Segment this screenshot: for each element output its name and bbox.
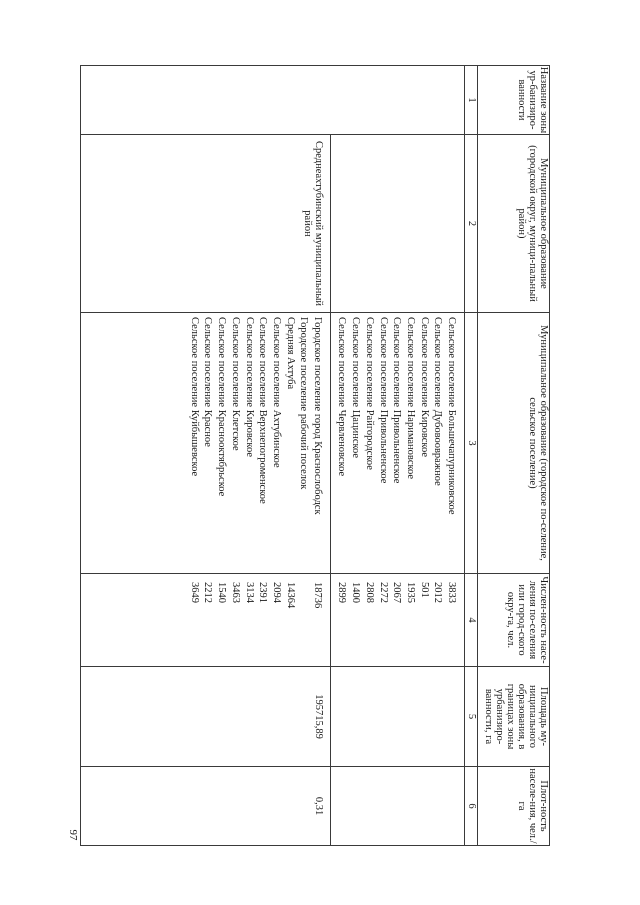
zone-name-cell (81, 66, 465, 135)
settlement-list-cell (81, 313, 331, 574)
column-number-2: 2 (465, 135, 478, 313)
population-value: 2808 (363, 582, 375, 603)
list-item: Сельское поселение Клетское (229, 317, 241, 451)
urbanization-zones-table (80, 65, 550, 846)
district-cell-empty (331, 135, 465, 313)
population-value: 2212 (202, 582, 214, 603)
population-value: 3134 (243, 582, 255, 603)
header-area: Площадь му-ниципального образования, в границах зоны урбанизиро-ванности, га (478, 667, 550, 767)
list-item: Городское поселение город Краснослободск (312, 317, 323, 515)
list-item: Сельское поселение Червленовское (336, 317, 348, 477)
landscape-table-frame (80, 65, 550, 845)
population-value: 1540 (216, 582, 228, 603)
list-item: Сельское поселение Краснооктябрьское (216, 317, 228, 497)
density-value: 0,31 (81, 767, 331, 846)
population-value: 2094 (270, 582, 282, 603)
list-item: Сельское поселение Привольненское (391, 317, 403, 484)
population-value: 2067 (391, 582, 403, 603)
table-header-row (478, 66, 550, 846)
population-value: 14364 (284, 582, 296, 609)
list-item: Городское поселение рабочий поселок (298, 317, 310, 490)
page-number: 97 (67, 829, 79, 841)
list-item: Сельское поселение Куйбышевское (188, 317, 200, 477)
column-number-6: 6 (465, 767, 478, 846)
population-value: 2899 (336, 582, 348, 603)
column-number-1: 1 (465, 66, 478, 135)
population-value: 18736 (312, 582, 323, 609)
column-number-3: 3 (465, 313, 478, 574)
rotated-page-container (80, 65, 550, 845)
list-item: Сельское поселение Привольненское (377, 317, 389, 484)
settlement-list-cell (331, 313, 465, 574)
list-item: Сельское поселение Наримановское (404, 317, 416, 480)
population-value: 3463 (229, 582, 241, 603)
population-list-cell (81, 574, 331, 667)
area-cell-empty (331, 667, 465, 767)
population-value: 2012 (432, 582, 444, 603)
table-row (331, 66, 465, 846)
population-value: 2391 (257, 582, 269, 603)
list-item: Сельское поселение Дубовоовражное (432, 317, 444, 486)
list-item: Сельское поселение Красное (202, 317, 214, 447)
header-density: Плот-ность населе-ния, чел./га (478, 767, 550, 846)
population-value: 3649 (188, 582, 200, 603)
list-item: Сельское поселение Большечапурниковское (446, 317, 457, 515)
population-list-cell (331, 574, 465, 667)
list-item: Сельское поселение Ахтубинское (270, 317, 282, 468)
column-number-4: 4 (465, 574, 478, 667)
list-item: Сельское поселение Цацинское (350, 317, 362, 459)
header-municipal-district: Муниципальное образование (городской округ, муници-пальный район) (478, 135, 550, 313)
population-value: 1400 (350, 582, 362, 603)
list-item: Сельское поселение Райгородское (363, 317, 375, 470)
list-item: Сельское поселение Кировское (418, 317, 430, 458)
list-item: Средняя Ахтуба (284, 317, 296, 390)
population-value (297, 582, 311, 662)
table-row (81, 66, 331, 846)
header-zone-name: Название зоны ур-банизиро-ванности (478, 66, 550, 135)
population-value: 3833 (446, 582, 457, 603)
population-value: 1935 (404, 582, 416, 603)
list-item: Сельское поселение Кировское (243, 317, 255, 458)
population-value: 2272 (377, 582, 389, 603)
list-item: Сельское поселение Верхнепогроменское (257, 317, 269, 504)
header-population: Числен-ность насе-ления по-селения или город-ского окру-га, чел. (478, 574, 550, 667)
column-number-row (465, 66, 478, 846)
area-value: 195715,89 (81, 667, 331, 767)
district-name-cell: Среднеахтубинский муниципальный район (81, 135, 331, 313)
column-number-5: 5 (465, 667, 478, 767)
density-cell-empty (331, 767, 465, 846)
population-value: 501 (418, 582, 430, 598)
header-settlement: Муниципальное образование (городское по-селение, сельское поселение) (478, 313, 550, 574)
